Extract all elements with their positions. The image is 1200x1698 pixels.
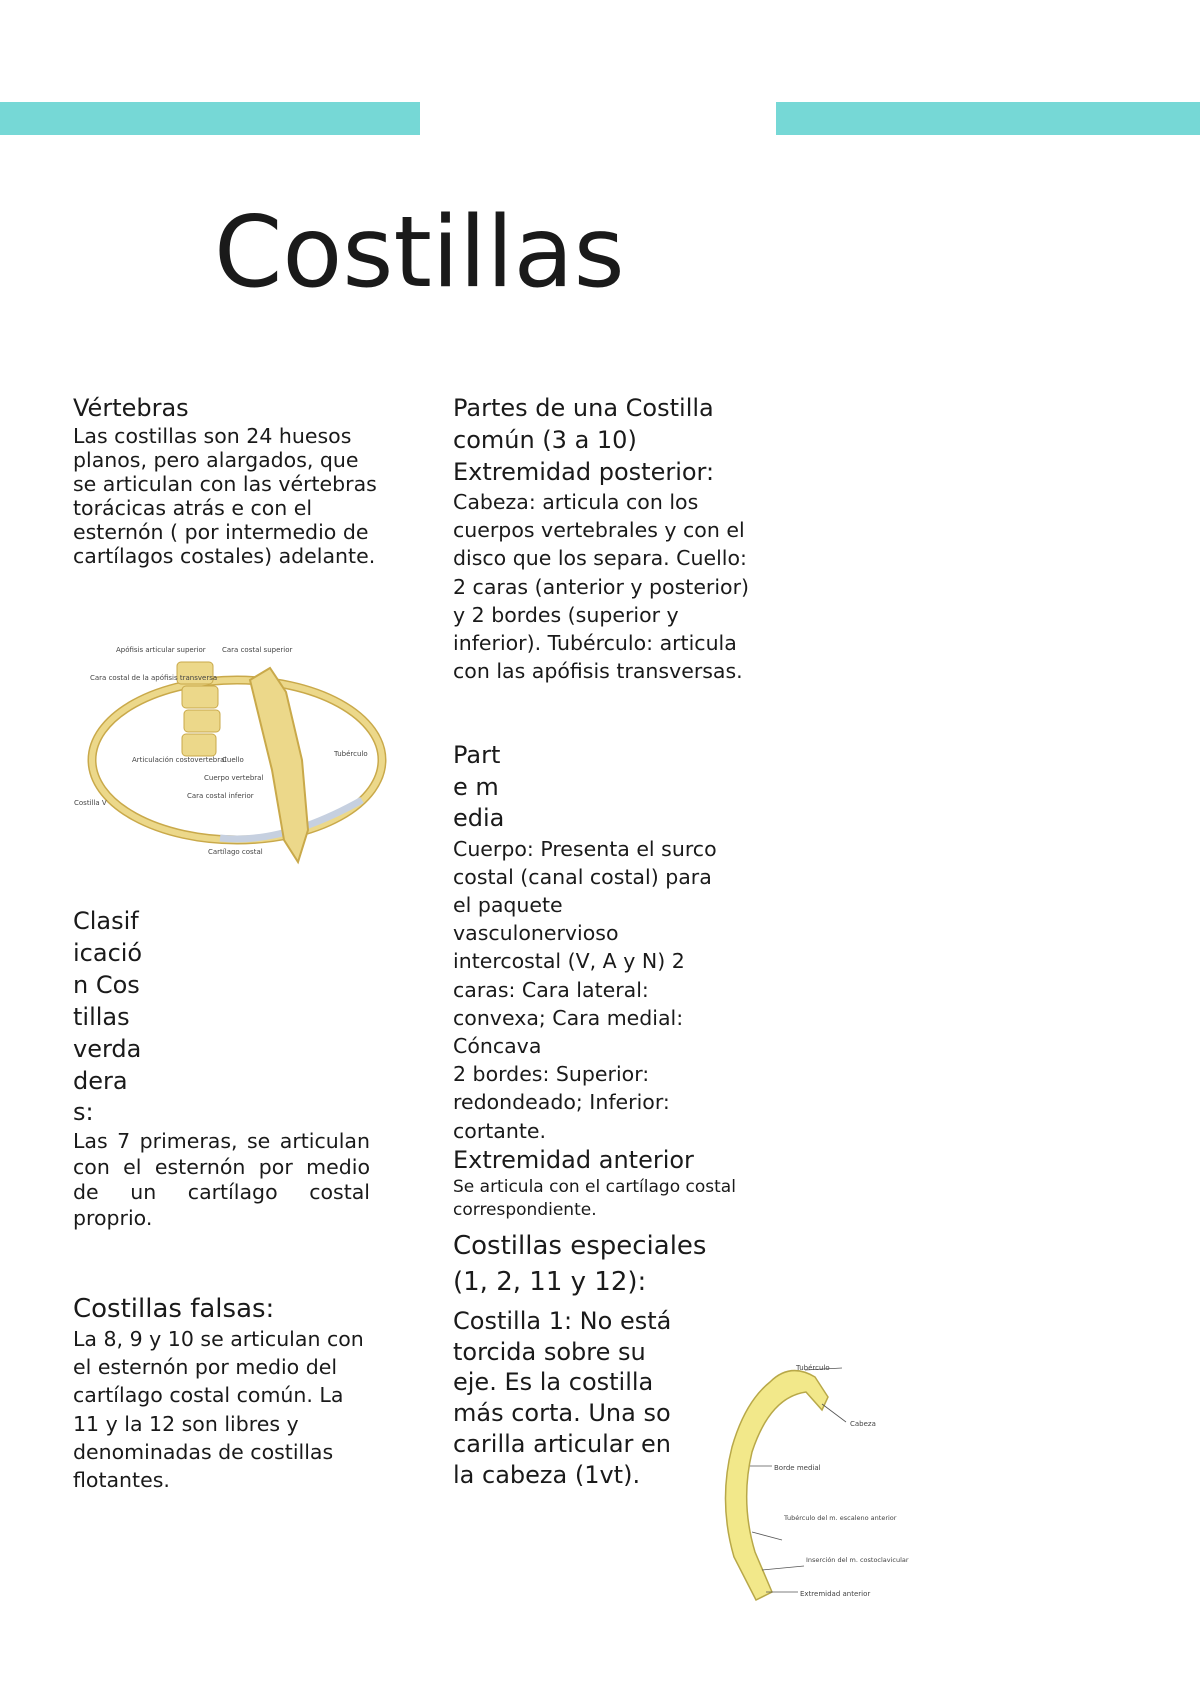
vertebra-2: [182, 686, 218, 708]
partes-heading-line1: Partes de una Costilla: [453, 394, 714, 422]
fig2-label-6: Extremidad anterior: [800, 1590, 871, 1598]
section-vertebras: [73, 392, 383, 568]
falsas-text: La 8, 9 y 10 se articulan con el esternón por medio del cartílago costal común. La 11 y la 12 son libres y denominadas de costillas flotantes.: [73, 1327, 364, 1493]
falsas-heading: Costillas falsas:: [73, 1294, 275, 1324]
header-accent-bar-right: [776, 102, 1200, 135]
vertebra-3: [184, 710, 220, 732]
media-text-2: 2 bordes: Superior: redondeado; Inferior: cortante.: [453, 1062, 670, 1143]
section-clasificacion: [73, 906, 373, 1231]
section-falsas: [73, 1293, 383, 1494]
costilla1-text: Costilla 1: No está torcida sobre su eje. Es la costilla más corta. Una so carilla articular en la cabeza (1vt).: [453, 1307, 672, 1489]
fig2-leader-4: [752, 1532, 782, 1540]
fig2-label-3: Borde medial: [774, 1464, 821, 1472]
section-anterior: [453, 1144, 793, 1222]
clasificacion-heading: Clasificación Costillas verdaderas:: [73, 907, 143, 1127]
vertebras-heading: Vértebras: [73, 394, 189, 422]
fig1-label-5: Tubérculo: [334, 750, 368, 758]
fig2-label-1: Tubérculo: [796, 1364, 830, 1372]
clasificacion-text: Las 7 primeras, se articulan con el esternón por medio de un cartílago costal proprio.: [73, 1129, 370, 1230]
media-text: Cuerpo: Presenta el surco costal (canal costal) para el paquete vasculonervioso intercostal (V, A y N) 2 caras: Cara lateral: convexa; Cara medial: Cóncava: [453, 836, 717, 1058]
first-rib-figure: [710, 1352, 909, 1612]
header-accent-bar-left: [0, 102, 420, 135]
first-rib-shape: [725, 1371, 828, 1600]
vertebras-text: Las costillas son 24 huesos planos, pero alargados, que se articulan con las vértebras torácicas atrás e con el esternón ( por intermedio de cartílagos costales) adelante.: [73, 424, 377, 568]
fig2-label-5: Inserción del m. costoclavicular: [806, 1556, 909, 1564]
fig1-label-2: Cara costal superior: [222, 646, 293, 654]
fig1-label-7: Cuerpo vertebral: [204, 774, 264, 782]
fig1-label-1: Apófisis articular superior: [116, 646, 206, 654]
fig1-label-10: Cartílago costal: [208, 848, 263, 856]
section-media: [453, 740, 763, 1145]
rib-vertebra-figure: [72, 640, 392, 865]
media-heading: Parte media: [453, 741, 505, 832]
vertebra-4: [182, 734, 216, 756]
fig1-label-8: Cara costal inferior: [187, 792, 254, 800]
page-title: Costillas: [214, 196, 625, 310]
fig2-label-2: Cabeza: [850, 1420, 876, 1428]
fig1-label-3: Cara costal de la apófisis transversa: [90, 674, 218, 682]
anterior-text: Se articula con el cartílago costal correspondiente.: [453, 1177, 736, 1220]
fig1-label-4: Articulación costovertebral: [132, 756, 227, 764]
fig2-leader-5: [762, 1566, 804, 1570]
fig2-label-4: Tubérculo del m. escaleno anterior: [784, 1514, 897, 1522]
especiales-heading: Costillas especiales (1, 2, 11 y 12):: [453, 1231, 707, 1297]
fig2-leader-2: [822, 1404, 846, 1422]
fig1-label-6: Cuello: [222, 756, 244, 764]
fig1-label-9: Costilla V: [74, 799, 107, 807]
posterior-text: Cabeza: articula con los cuerpos vertebrales y con el disco que los separa. Cuello: 2 caras (anterior y posterior) y 2 bordes (superior y inferior). Tubérculo: articula con las apófisis transversas.: [453, 490, 750, 684]
section-especiales: [453, 1228, 753, 1490]
section-partes: [453, 392, 763, 685]
posterior-heading: Extremidad posterior:: [453, 458, 715, 486]
anterior-heading: Extremidad anterior: [453, 1146, 694, 1174]
partes-heading-line2: común (3 a 10): [453, 426, 637, 454]
